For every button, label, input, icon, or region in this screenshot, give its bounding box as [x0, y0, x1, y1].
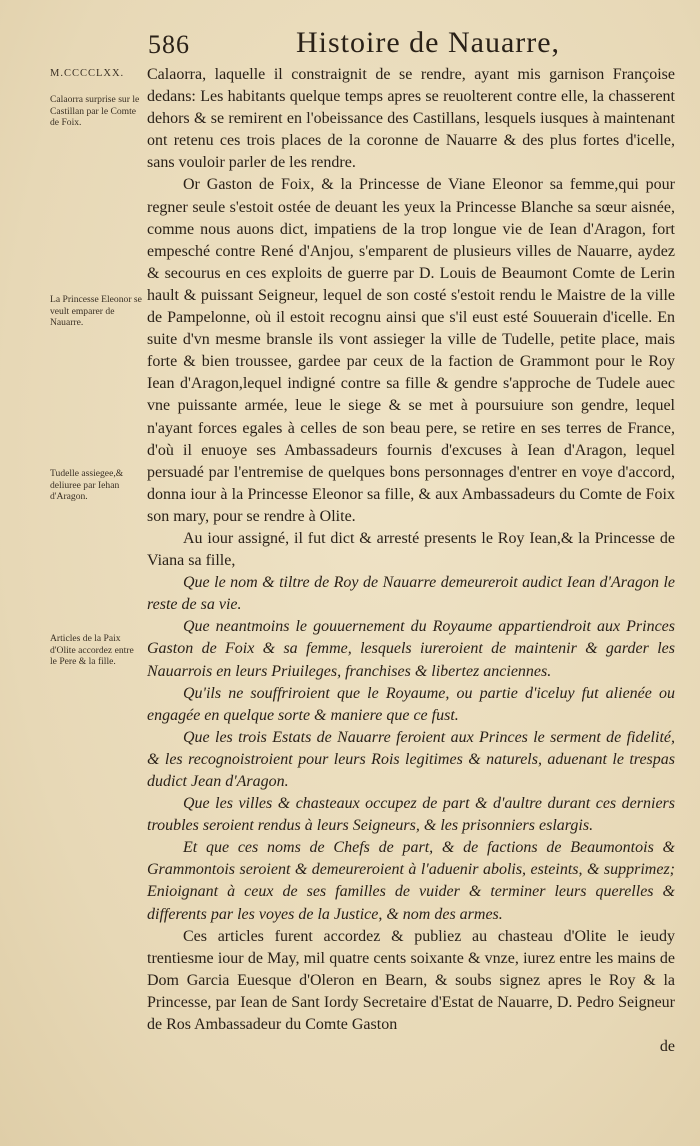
paragraph: Au iour assigné, il fut dict & arresté presents le Roy Iean,& la Princesse de Viana sa fille,: [147, 529, 675, 570]
article-paragraph: Que les villes & chasteaux occupez de part & d'aultre durant ces derniers troubles seroient rendus à leurs Seigneurs, & les prisonniers eslargis.: [147, 795, 675, 835]
margin-note-year: M.CCCCLXX.: [50, 68, 125, 79]
article-paragraph: Et que ces noms de Chefs de part, & de factions de Beaumontois & Grammontois seroient & demeureroient à l'aduenir abolis, esteints, & supprimez; Enioignant à ceux de ses familles de vuider & terminer leurs querelles & differents par les voyes de la Justice, & nom des armes.: [147, 839, 675, 923]
page-header: [0, 22, 700, 66]
article-paragraph: Que neantmoins le gouuernement du Royaume appartiendroit aux Princes Gaston de Foix & sa femme, lesquels iureroient de maintenir & garder les Nauarrois en leurs Priuileges, franchises & libertez anciennes.: [147, 618, 675, 680]
article-paragraph: Que les trois Estats de Nauarre feroient aux Princes le serment de fidelité, & les recognoistroient pour leurs Rois legitimes & naturels, aduenant le trespas dudict Jean d'Aragon.: [147, 728, 675, 790]
paragraph: Or Gaston de Foix, & la Princesse de Viane Eleonor sa femme,qui pour regner seule s'estoit ostée de deuant les yeux la Princesse Blanche sa sœur aisnée, comme nous auons dict, impatiens de la trop longue vie de Iean d'Aragon, fort empesché contre René d'Anjou, s'emparent de plusieurs villes de Nauarre, aydez & secourus en ces exploits de guerre par D. Louis de Beaumont Comte de Lerin hault & puissant Seigneur, lequel de son costé s'estoit rendu le Maistre de la ville de Pampelonne, où il estoit recognu ainsi que s'il eust esté Souuerain d'icelle. En suite d'vn mesme bransle ils vont assieger la ville de Tudelle, petite place, mais forte & bien troussee, gardee par ceux de la faction de Grammont pour le Roy Iean d'Aragon,lequel indigné contre sa fille & gendre s'approche de Tudele auec vne puissante armée, leue le siege & se met à poursuiure son gendre, lequel n'ayant forces egales à celles de son beau pere, se retire en ses terres de France, d'où il enuoye ses Ambassadeurs fournis d'excuses à Iean d'Aragon, lequel persuadé par l'entremise de quelques bons personnages d'entrer en voye d'accord, donna iour à la Princesse Eleonor sa fille, & aux Ambassadeurs du Comte de Foix son mary, pour se rendre à Olite.: [147, 176, 675, 525]
article-paragraph: Qu'ils ne souffriroient que le Royaume, ou partie d'iceluy fut alienée ou engagée en quelque sorte & maniere que ce fust.: [147, 684, 675, 724]
catchword: de: [659, 1038, 675, 1056]
article-paragraph: Que le nom & tiltre de Roy de Nauarre demeureroit audict Iean d'Aragon le reste de sa vie.: [147, 574, 675, 614]
paragraph: Ces articles furent accordez & publiez au chasteau d'Olite le ieudy trentiesme iour de May, mil quatre cents soixante & vnze, iurez entre les mains de Dom Garcia Euesque d'Oleron en Bearn, & soubs signez apres le Roy & la Princesse, par Iean de Sant Iordy Secretaire d'Estat de Nauarre, D. Pedro Seigneur de Ros Ambassadeur du Comte Gaston: [147, 927, 675, 1034]
paragraph: Calaorra, laquelle il constraignit de se rendre, ayant mis garnison Françoise dedans: Les habitants quelque temps apres se reuolterent contre elle, la chasserent dehors & se remirent en l'obeissance des Castillans, lesquels iusques à maintenant ont retenu ces trois places de la coronne de Nauarre & des plus fortes d'icelle, sans vouloir parler de les rendre.: [147, 66, 675, 172]
running-title: Histoire de Nauarre,: [296, 26, 561, 59]
page-number: 586: [148, 30, 190, 59]
margin-note-calaorra: Calaorra surprise sur le Castillan par le Comte de Foix.: [50, 94, 140, 128]
margin-note-eleonor: La Princesse Eleonor se veult emparer de Nauarre.: [50, 294, 142, 328]
body-text: [147, 64, 675, 1058]
margin-note-tudelle: Tudelle assiegee,& deliuree par Iehan d'Aragon.: [50, 468, 124, 502]
margin-note-articles: Articles de la Paix d'Olite accordez entre le Pere & la fille.: [50, 633, 134, 667]
